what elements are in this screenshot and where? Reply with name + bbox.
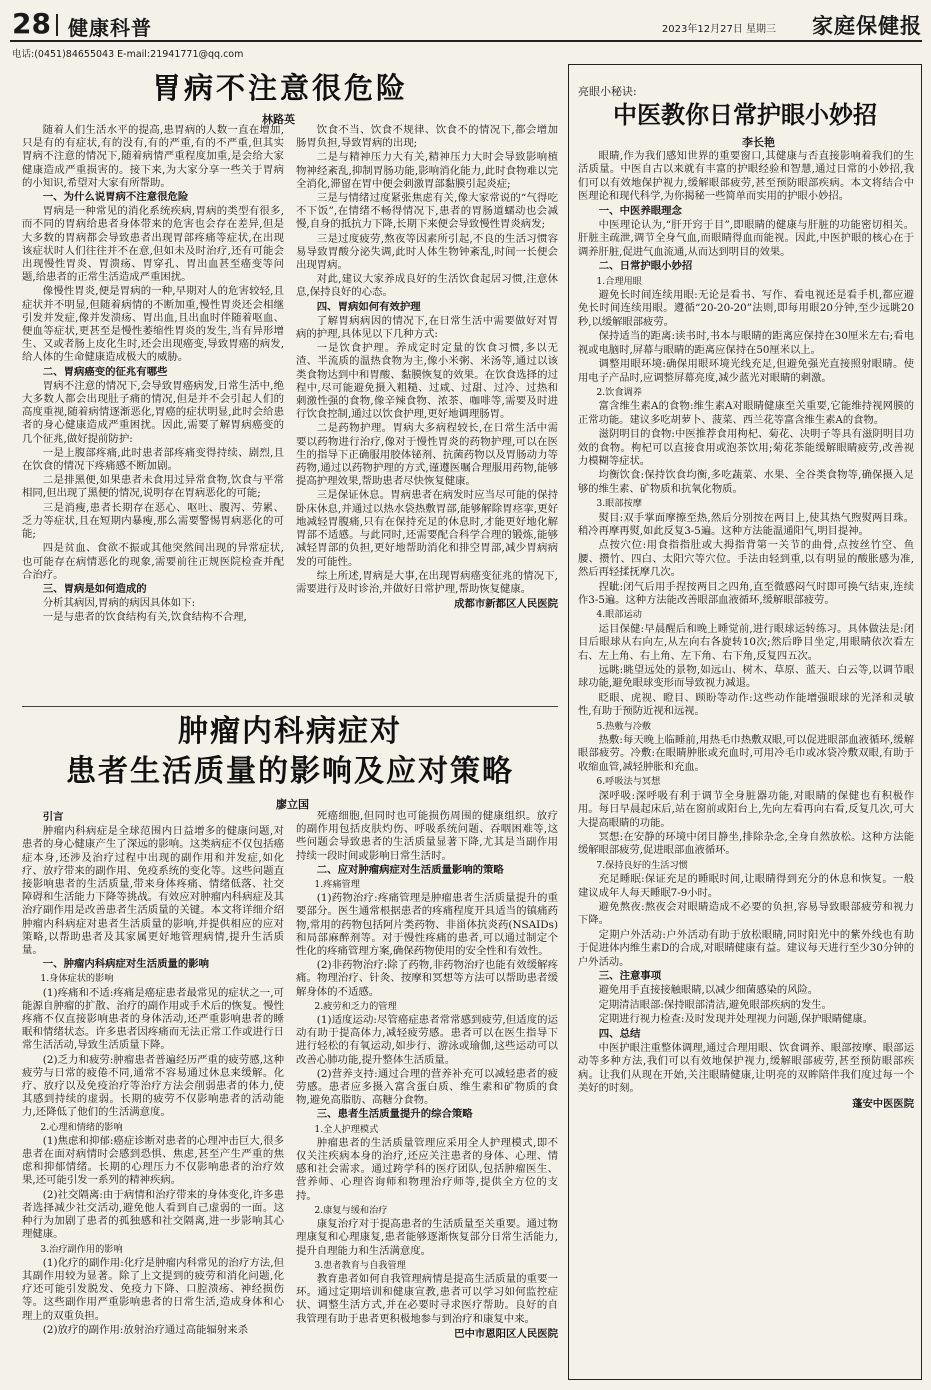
section-heading: 二、胃病癌变的征兆有哪些 bbox=[42, 365, 168, 378]
paragraph: 教育患者如何自我管理病情是提高生活质量的重要一环。通过定期培训和健康宣教,患者可以学习如何监控症状、调整生活方式,并在必要时寻求医疗帮助。良好的自我管理有助于患者更积极地参与到治疗和康复中来。 bbox=[296, 1272, 558, 1325]
subheading: 2.疲劳和乏力的管理 bbox=[314, 1000, 397, 1012]
paragraph: (1)疼痛和不适:疼痛是癌症患者最常见的症状之一,可能源自肿瘤的扩散、治疗的副作用或手术后的恢复。慢性疼痛不仅直接影响患者的身体活动,还严重影响患者的睡眠和情绪状态。许多患者因疼痛而无法正常工作或进行日常生活活动,导致生活质量下降。 bbox=[22, 986, 284, 1052]
paragraph: 一是上腹部疼痛,此时患者部疼痛变得持续、剧烈,且在饮食的情况下疼痛感不断加剧。 bbox=[22, 446, 284, 473]
paragraph: 点按穴位:用食指指肚或大拇指背第一关节的曲骨,点按丝竹空、鱼腰、攒竹、四白、太阳穴等穴位。手法由轻到重,以有明显的酸胀感为准,然后再轻揉抚摩几次。 bbox=[578, 539, 914, 579]
masthead-divider bbox=[56, 14, 58, 36]
paragraph: 眼睛,作为我们感知世界的重要窗口,其健康与否直接影响着我们的生活质量。中医自古以来就有丰富的护眼经验和智慧,通过日常的小妙招,我们可以有效地保护视力,缓解眼部疲劳,甚至预防眼部疾病。本文将结合中医理论和现代科学,为你揭秘一些简单而实用的护眼小妙招。 bbox=[578, 150, 914, 203]
paragraph: 中医护眼注重整体调理,通过合理用眼、饮食调养、眼部按摩、眼部运动等多种方法,我们可以有效地保护视力,缓解眼部疲劳,甚至预防眼部疾病。让我们从现在开始,关注眼睛健康,让明亮的双眸陪伴我们度过每一个美好的时刻。 bbox=[578, 1042, 914, 1095]
paragraph: 死癌细胞,但同时也可能损伤周围的健康组织。放疗的副作用包括皮肤灼伤、呼吸系统问题、吞咽困难等,这些问题会导致患者的生活质量显著下降,尤其是当副作用持续一段时间或影响日常生活时。 bbox=[296, 810, 558, 862]
article2-title-line1: 肿瘤内科病症对 bbox=[178, 714, 402, 749]
paragraph: (1)焦虑和抑郁:癌症诊断对患者的心理冲击巨大,很多患者在面对病情时会感到恐惧、焦虑,甚至产生严重的焦虑和抑郁情绪。长期的心理压力不仅影响患者的治疗效果,还可能引发一系列的精神疾病。 bbox=[22, 1134, 284, 1187]
paragraph: (2)乏力和疲劳:肿瘤患者普遍经历严重的疲劳感,这种疲劳与日常的疲倦不同,通常不容易通过休息来缓解。化疗、放疗以及免疫治疗等治疗方法会削弱患者的体力,使其感到持续的虚弱。长期的疲劳不仅影响患者的活动能力,还降低了他们的生活满意度。 bbox=[22, 1053, 284, 1119]
article1-column-2 bbox=[296, 124, 558, 702]
subheading: 1.身体症状的影响 bbox=[40, 973, 114, 985]
subheading: 1.合理用眼 bbox=[596, 275, 642, 287]
section-heading: 一、中医养眼理念 bbox=[598, 204, 682, 217]
contact-line: 电话:(0451)84655043 E-mail:21941771@qq.com bbox=[12, 49, 244, 60]
section-heading: 引言 bbox=[42, 811, 64, 823]
paragraph: 对此,建议大家养成良好的生活饮食起居习惯,注意休息,保持良好的心态。 bbox=[296, 273, 558, 299]
page-number: 28 bbox=[12, 7, 51, 40]
subheading: 7.保持良好的生活习惯 bbox=[596, 859, 688, 871]
masthead bbox=[10, 8, 922, 42]
paragraph: 二是排黑便,如果患者未食用过异常食物,饮食与平常相同,但出现了黑便的情况,说明存在胃病恶化的可能; bbox=[22, 474, 284, 500]
paragraph: 康复治疗对于提高患者的生活质量至关重要。通过物理康复和心理康复,患者能够逐渐恢复部分日常生活能力,提升自理能力和生活满意度。 bbox=[296, 1218, 558, 1257]
paragraph: 四是贫血、食欲不振或其他突然间出现的异常症状,也可能存在病情恶化的现象,需要前往正规医院检查并配合治疗。 bbox=[22, 542, 284, 581]
paragraph: 避免熬夜:熬夜会对眼睛造成不必要的负担,容易导致眼部疲劳和视力下降。 bbox=[578, 900, 914, 927]
paragraph: 三是保证休息。胃病患者在病发时应当尽可能的保持卧床休息,并通过以热水袋热敷胃部,能够解除胃痉挛,更好地减轻胃腹痛,只有在保持充足的休息时,才能更好地化解胃部不适感。与此同时,还需要配合科学合理的锻炼,能够减轻胃部的负担,更好地帮助消化和排空胃部,减少胃病病发的可能性。 bbox=[296, 489, 558, 568]
article1-column-1 bbox=[22, 124, 284, 702]
paragraph: (1)化疗的副作用:化疗是肿瘤内科常见的治疗方法,但其副作用较为显著。除了上文提到的疲劳和消化问题,化疗还可能引发脱发、免疫力下降、口腔溃疡、神经损伤等。这些副作用严重影响患者的日常生活,造成身体和心理上的双重负担。 bbox=[22, 1256, 284, 1322]
section-heading: 四、胃病如何有效护理 bbox=[316, 300, 421, 313]
article1-title: 胃病不注意很危险 bbox=[151, 71, 408, 105]
paragraph: 肿瘤内科病症是全球范围内日益增多的健康问题,对患者的身心健康产生了深远的影响。这类病症不仅包括癌症本身,还涉及治疗过程中出现的副作用和并发症,如化疗、放疗带来的副作用、免疫系统的变化等。这些问题直接影响患者的生活质量,带来身体疼痛、情绪低落、社交障碍和生活能力下降等挑战。有效应对肿瘤内科病症及其治疗副作用是改善患者生活质量的关键。本文将详细介绍肿瘤内科病症对患者生活质量的影响,并提供相应的应对策略,以帮助患者及其家属更好地管理病情,提升生活质量。 bbox=[22, 825, 284, 957]
paragraph: 熨目:双手掌面摩擦至热,然后分别按在两目上,使其热气煦熨两目珠。稍冷再摩再熨,如此反复3-5遍。这种方法能温通阳气,明目提神。 bbox=[578, 511, 914, 537]
paragraph: 三是与情绪过度紧张焦虑有关,像大家常说的“气得吃不下饭”,在情绪不畅得情况下,患者的胃肠道蠕动也会减慢,自身的抵抗力下降,长期下来便会导致慢性胃炎病发; bbox=[296, 192, 558, 231]
article1-author: 林路英 bbox=[262, 113, 295, 126]
issue-date: 2023年12月27日 星期三 bbox=[661, 24, 776, 35]
paragraph: 均衡饮食:保持饮食均衡,多吃蔬菜、水果、全谷类食物等,确保摄入足够的维生素、矿物质和抗氧化物质。 bbox=[578, 469, 914, 495]
paragraph: (2)社交隔离:由于病情和治疗带来的身体变化,许多患者选择减少社交活动,避免他人看到自己虚弱的一面。这种行为加剧了患者的孤独感和社交隔离,进一步影响其心理健康。 bbox=[22, 1188, 284, 1241]
source-hospital: 蓬安中医医院 bbox=[852, 1097, 914, 1110]
paragraph: 充足睡眠:保证充足的睡眠时间,让眼睛得到充分的休息和恢复。一般建议成年人每天睡眠7-9小时。 bbox=[578, 873, 914, 899]
subheading: 1.全人护理模式 bbox=[314, 1123, 379, 1135]
paragraph: 分析其病因,胃病的病因具体如下: bbox=[42, 597, 196, 610]
article-divider bbox=[22, 706, 558, 707]
paragraph: 三是过度疲劳,熬夜等因素所引起,不良的生活习惯容易导致胃酸分泌失调,此时人体生物钟紊乱,时间一长便会出现胃病。 bbox=[296, 232, 558, 272]
subheading: 3.眼部按摩 bbox=[596, 498, 642, 510]
paragraph: 眨眼、虎视、瞪目、顾盼等动作:这些动作能增强眼球的光泽和灵敏性,有助于预防近视和远视。 bbox=[578, 691, 914, 718]
section-name: 健康科普 bbox=[68, 16, 152, 40]
section-heading: 三、注意事项 bbox=[598, 969, 662, 982]
paragraph: 避免用手直接接触眼睛,以减少细菌感染的风险。 bbox=[598, 984, 819, 997]
paragraph: (1)药物治疗:疼痛管理是肿瘤患者生活质量提升的重要部分。医生通常根据患者的疼痛程度开具适当的镇痛药物,常用的药物包括阿片类药物、非甾体抗炎药(NSAIDs)和局部麻醉剂等。对于慢性疼痛的患者,可以通过制定个性化的疼痛管理方案,确保药物使用的安全性和有效性。 bbox=[296, 892, 558, 958]
subheading: 6.呼吸法与冥想 bbox=[596, 776, 661, 788]
paragraph: (2)放疗的副作用:放射治疗通过高能辐射来杀 bbox=[42, 1323, 249, 1336]
section-heading: 三、患者生活质量提升的综合策略 bbox=[316, 1108, 473, 1121]
paragraph: (2)营养支持:通过合理的营养补充可以减轻患者的疲劳感。患者应多摄入富含蛋白质、维生素和矿物质的食物,避免高脂肪、高糖分食物。 bbox=[296, 1067, 558, 1107]
paragraph: 深呼吸:深呼吸有利于调节全身脏器功能,对眼睛的保健也有积极作用。每日早晨起床后,站在窗前或阳台上,先向左看再向右看,反复几次,可大大提高眼睛的功能。 bbox=[578, 789, 914, 829]
subheading: 2.康复与缓和治疗 bbox=[314, 1204, 388, 1216]
section-heading: 一、为什么说胃病不注意很危险 bbox=[42, 191, 189, 204]
article2-author: 廖立国 bbox=[276, 798, 309, 811]
article3-author: 李长艳 bbox=[742, 136, 775, 149]
subheading: 2.心理和情绪的影响 bbox=[40, 1121, 123, 1133]
paragraph: 综上所述,胃病是大事,在出现胃病癌变征兆的情况下,需要进行及时诊治,并做好日常护理,帮助恢复健康。 bbox=[296, 569, 558, 595]
subheading: 3.患者教育与自我管理 bbox=[314, 1259, 406, 1271]
article2-column-1 bbox=[22, 810, 284, 1382]
section-heading: 三、胃病是如何造成的 bbox=[42, 582, 147, 595]
subheading: 5.热敷与冷敷 bbox=[596, 720, 652, 732]
section-heading: 一、肿瘤内科病症对生活质量的影响 bbox=[42, 958, 210, 971]
source-hospital: 成都市新都区人民医院 bbox=[454, 598, 558, 611]
paragraph: 调整用眼环境:确保用眼环境光线充足,但避免强光直接照射眼睛。使用电子产品时,应调整屏幕亮度,减少蓝光对眼睛的刺激。 bbox=[578, 358, 914, 384]
paragraph: 捏眦:闭气后用手捏按两目之四角,直至微感闷气时即可换气结束,连续作3-5遍。这种方法能改善眼部血液循环,缓解眼部疲劳。 bbox=[578, 580, 914, 606]
paragraph: 二是与精神压力大有关,精神压力大时会导致影响植物神经紊乱,抑制胃肠功能,影响消化能力,此时食物难以完全消化,滞留在胃中便会刺激胃部黏膜引起炎症; bbox=[296, 151, 558, 190]
source-hospital: 巴中市恩阳区人民医院 bbox=[454, 1327, 558, 1340]
paragraph: 胃病是一种常见的消化系统疾病,胃病的类型有很多,而不同的胃病给患者身体带来的危害也会存在差异,但是大多数的胃病都会导致患者出现胃部疼痛等症状,在出现该症状时人们往往并不在意,但如未及时治疗,还有可能会出现慢性胃炎、胃溃疡、胃穿孔、胃出血甚至癌变等问题,给患者的正常生活造成严重困扰。 bbox=[22, 205, 284, 284]
paragraph: 中医理论认为,“肝开窍于目”,即眼睛的健康与肝脏的功能密切相关。肝脏主疏泄,调节全身气血,而眼睛得血而能视。因此,中医护眼的核心在于调养肝脏,促进气血流通,从而达到明目的效果。 bbox=[578, 219, 914, 258]
paragraph: 冥想:在安静的环境中闭目静坐,排除杂念,全身自然放松。这种方法能缓解眼部疲劳,促进眼部血液循环。 bbox=[578, 830, 914, 857]
paragraph: 避免长时间连续用眼:无论是看书、写作、看电视还是看手机,都应避免长时间连续用眼。遵循“20-20-20”法则,即每用眼20分钟,至少远眺20秒,以缓解眼部疲劳。 bbox=[578, 289, 914, 328]
paragraph: 富含维生素A的食物:维生素A对眼睛健康至关重要,它能维持视网膜的正常功能。建议多吃胡萝卜、菠菜、西兰花等富含维生素A的食物。 bbox=[578, 400, 914, 426]
article2-column-2 bbox=[296, 810, 558, 1382]
section-heading: 二、应对肿瘤病症对生活质量影响的策略 bbox=[316, 863, 504, 876]
paragraph: 一是饮食护理。养成定时定量的饮食习惯,多以无渣、半流质的温热食物为主,像小米粥、米汤等,通过以该类食物达到中和胃酸、黏膜恢复的效果。在饮食选择的过程中,尽可能避免摄入粗糙、过咸、过甜、过冷、过热和刺激性强的食物,像辛辣食物、浓茶、咖啡等,需要及时进行饮食控制,通过以饮食护理,更好地调理肠胃。 bbox=[296, 342, 558, 421]
section-heading: 四、总结 bbox=[598, 1027, 641, 1040]
section-heading: 二、日常护眼小妙招 bbox=[598, 260, 693, 273]
paragraph: 运目保健:早晨醒后和晚上睡觉前,进行眼球运转练习。具体做法是:闭目后眼球从右向左,从左向右各旋转10次;然后睁目坐定,用眼睛依次看左右、左上角、右上角、左下角、右下角,反复四五次。 bbox=[578, 622, 914, 662]
subheading: 3.治疗副作用的影响 bbox=[40, 1243, 123, 1255]
paragraph: 肿瘤患者的生活质量管理应采用全人护理模式,即不仅关注疾病本身的治疗,还应关注患者的身体、心理、情感和社会需求。通过跨学科的医疗团队,包括肿瘤医生、营养师、心理咨询师和物理治疗师等,提供全方位的支持。 bbox=[296, 1136, 558, 1202]
paragraph: 随着人们生活水平的提高,患胃病的人数一直在增加,只是有的有症状,有的没有,有的严重,有的不严重,但其实胃病不注意的情况下,随着病情严重程度加重,是会给大家健康造成严重损害的。接下来,为大家分享一些关于胃病的小知识,希望对大家有所帮助。 bbox=[22, 124, 284, 189]
paragraph: 定期户外活动:户外活动有助于放松眼睛,同时阳光中的紫外线也有助于促进体内维生素D的合成,对眼睛健康有益。建议每天进行至少30分钟的户外活动。 bbox=[578, 928, 914, 968]
paragraph: 了解胃病病因的情况下,在日常生活中需要做好对胃病的护理,具体见以下几种方式: bbox=[296, 314, 558, 341]
paragraph: 一是与患者的饮食结构有关,饮食结构不合理, bbox=[42, 611, 247, 624]
article2-title-line2: 患者生活质量的影响及应对策略 bbox=[66, 754, 514, 789]
paragraph: 定期进行视力检查:及时发现并处理视力问题,保护眼睛健康。 bbox=[598, 1013, 874, 1026]
article3-title: 中医教你日常护眼小妙招 bbox=[613, 100, 877, 129]
paragraph: (2)非药物治疗:除了药物,非药物治疗也能有效缓解疼痛。物理治疗、针灸、按摩和冥想等方法可以帮助患者缓解身体的不适感。 bbox=[296, 959, 558, 998]
paragraph: 饮食不当、饮食不规律、饮食不的情况下,都会增加肠胃负担,导致胃病的出现; bbox=[296, 124, 558, 150]
paragraph: 热敷:每天晚上临睡前,用热毛巾热敷双眼,可以促进眼部血液循环,缓解眼部疲劳。冷敷:在眼睛肿胀或充血时,可用冷毛巾或冰袋冷敷双眼,有助于收缩血管,减轻肿胀和充血。 bbox=[578, 734, 914, 773]
paragraph: 定期清洁眼部:保持眼部清洁,避免眼部疾病的发生。 bbox=[598, 998, 832, 1011]
paragraph: (1)适度运动:尽管癌症患者常常感到疲劳,但适度的运动有助于提高体力,减轻疲劳感。患者可以在医生指导下进行轻松的有氧运动,如步行、游泳或瑜伽,这些运动可以改善心肺功能,提升整体生活质量。 bbox=[296, 1014, 558, 1066]
paragraph: 二是药物护理。胃病大多病程较长,在日常生活中需要以药物进行治疗,像对于慢性胃炎的药物护理,可以在医生的指导下正确服用胶体铋剂、抗菌药物以及胃肠动力等药物,通过以药物护理的方式,谨遵医嘱合理服用药物,能够提高护理效果,帮助患者尽快恢复健康。 bbox=[296, 422, 558, 488]
subheading: 2.饮食调养 bbox=[596, 386, 642, 398]
paragraph: 像慢性胃炎,便是胃病的一种,早期对人的危害较轻,且症状并不明显,但随着病情的不断加重,慢性胃炎还会相继引发并发症,像并发溃疡、胃出血,且出血时伴随着呕血、便血等症状,更甚至是慢性萎缩性胃炎的发生,当有异形增生、又或者肠上皮化生时,还会出现癌变,导致胃癌的病发,给人体的生命健康造成极大的威胁。 bbox=[22, 285, 284, 364]
subheading: 4.眼部运动 bbox=[596, 609, 642, 621]
paragraph: 远眺:眺望远处的景物,如远山、树木、草原、蓝天、白云等,以调节眼球功能,避免眼球变形而导致视力减退。 bbox=[578, 664, 914, 690]
article3-body bbox=[578, 150, 914, 1372]
paragraph: 胃病不注意的情况下,会导致胃癌病发,日常生活中,绝大多数人都会出现肚子痛的情况,但是并不会引起人们的高度重视,随着病情逐渐恶化,胃癌的症状明显,此时会给患者的身心健康造成严重困扰。因此,需要了解胃病癌变的几个征兆,做好提前防护: bbox=[22, 379, 284, 445]
paragraph: 三是消瘦,患者长期存在恶心、呕吐、腹泻、劳累、乏力等症状,且在短期内暴瘦,那么需要警惕胃病恶化的可能; bbox=[22, 501, 284, 541]
paragraph: 滋阴明目的食物:中医推荐食用枸杞、菊花、决明子等具有滋阴明目功效的食物。枸杞可以直接食用或泡茶饮用;菊花茶能缓解眼睛疲劳,改善视力模糊等症状。 bbox=[578, 428, 914, 467]
subheading: 1.疼痛管理 bbox=[314, 879, 360, 891]
paper-name: 家庭保健报 bbox=[812, 13, 922, 38]
article3-kicker: 亮眼小秘诀: bbox=[578, 85, 637, 98]
paragraph: 保持适当的距离:读书时,书本与眼睛的距离应保持在30厘米左右;看电视或电脑时,屏幕与眼睛的距离应保持在50厘米以上。 bbox=[578, 330, 914, 356]
